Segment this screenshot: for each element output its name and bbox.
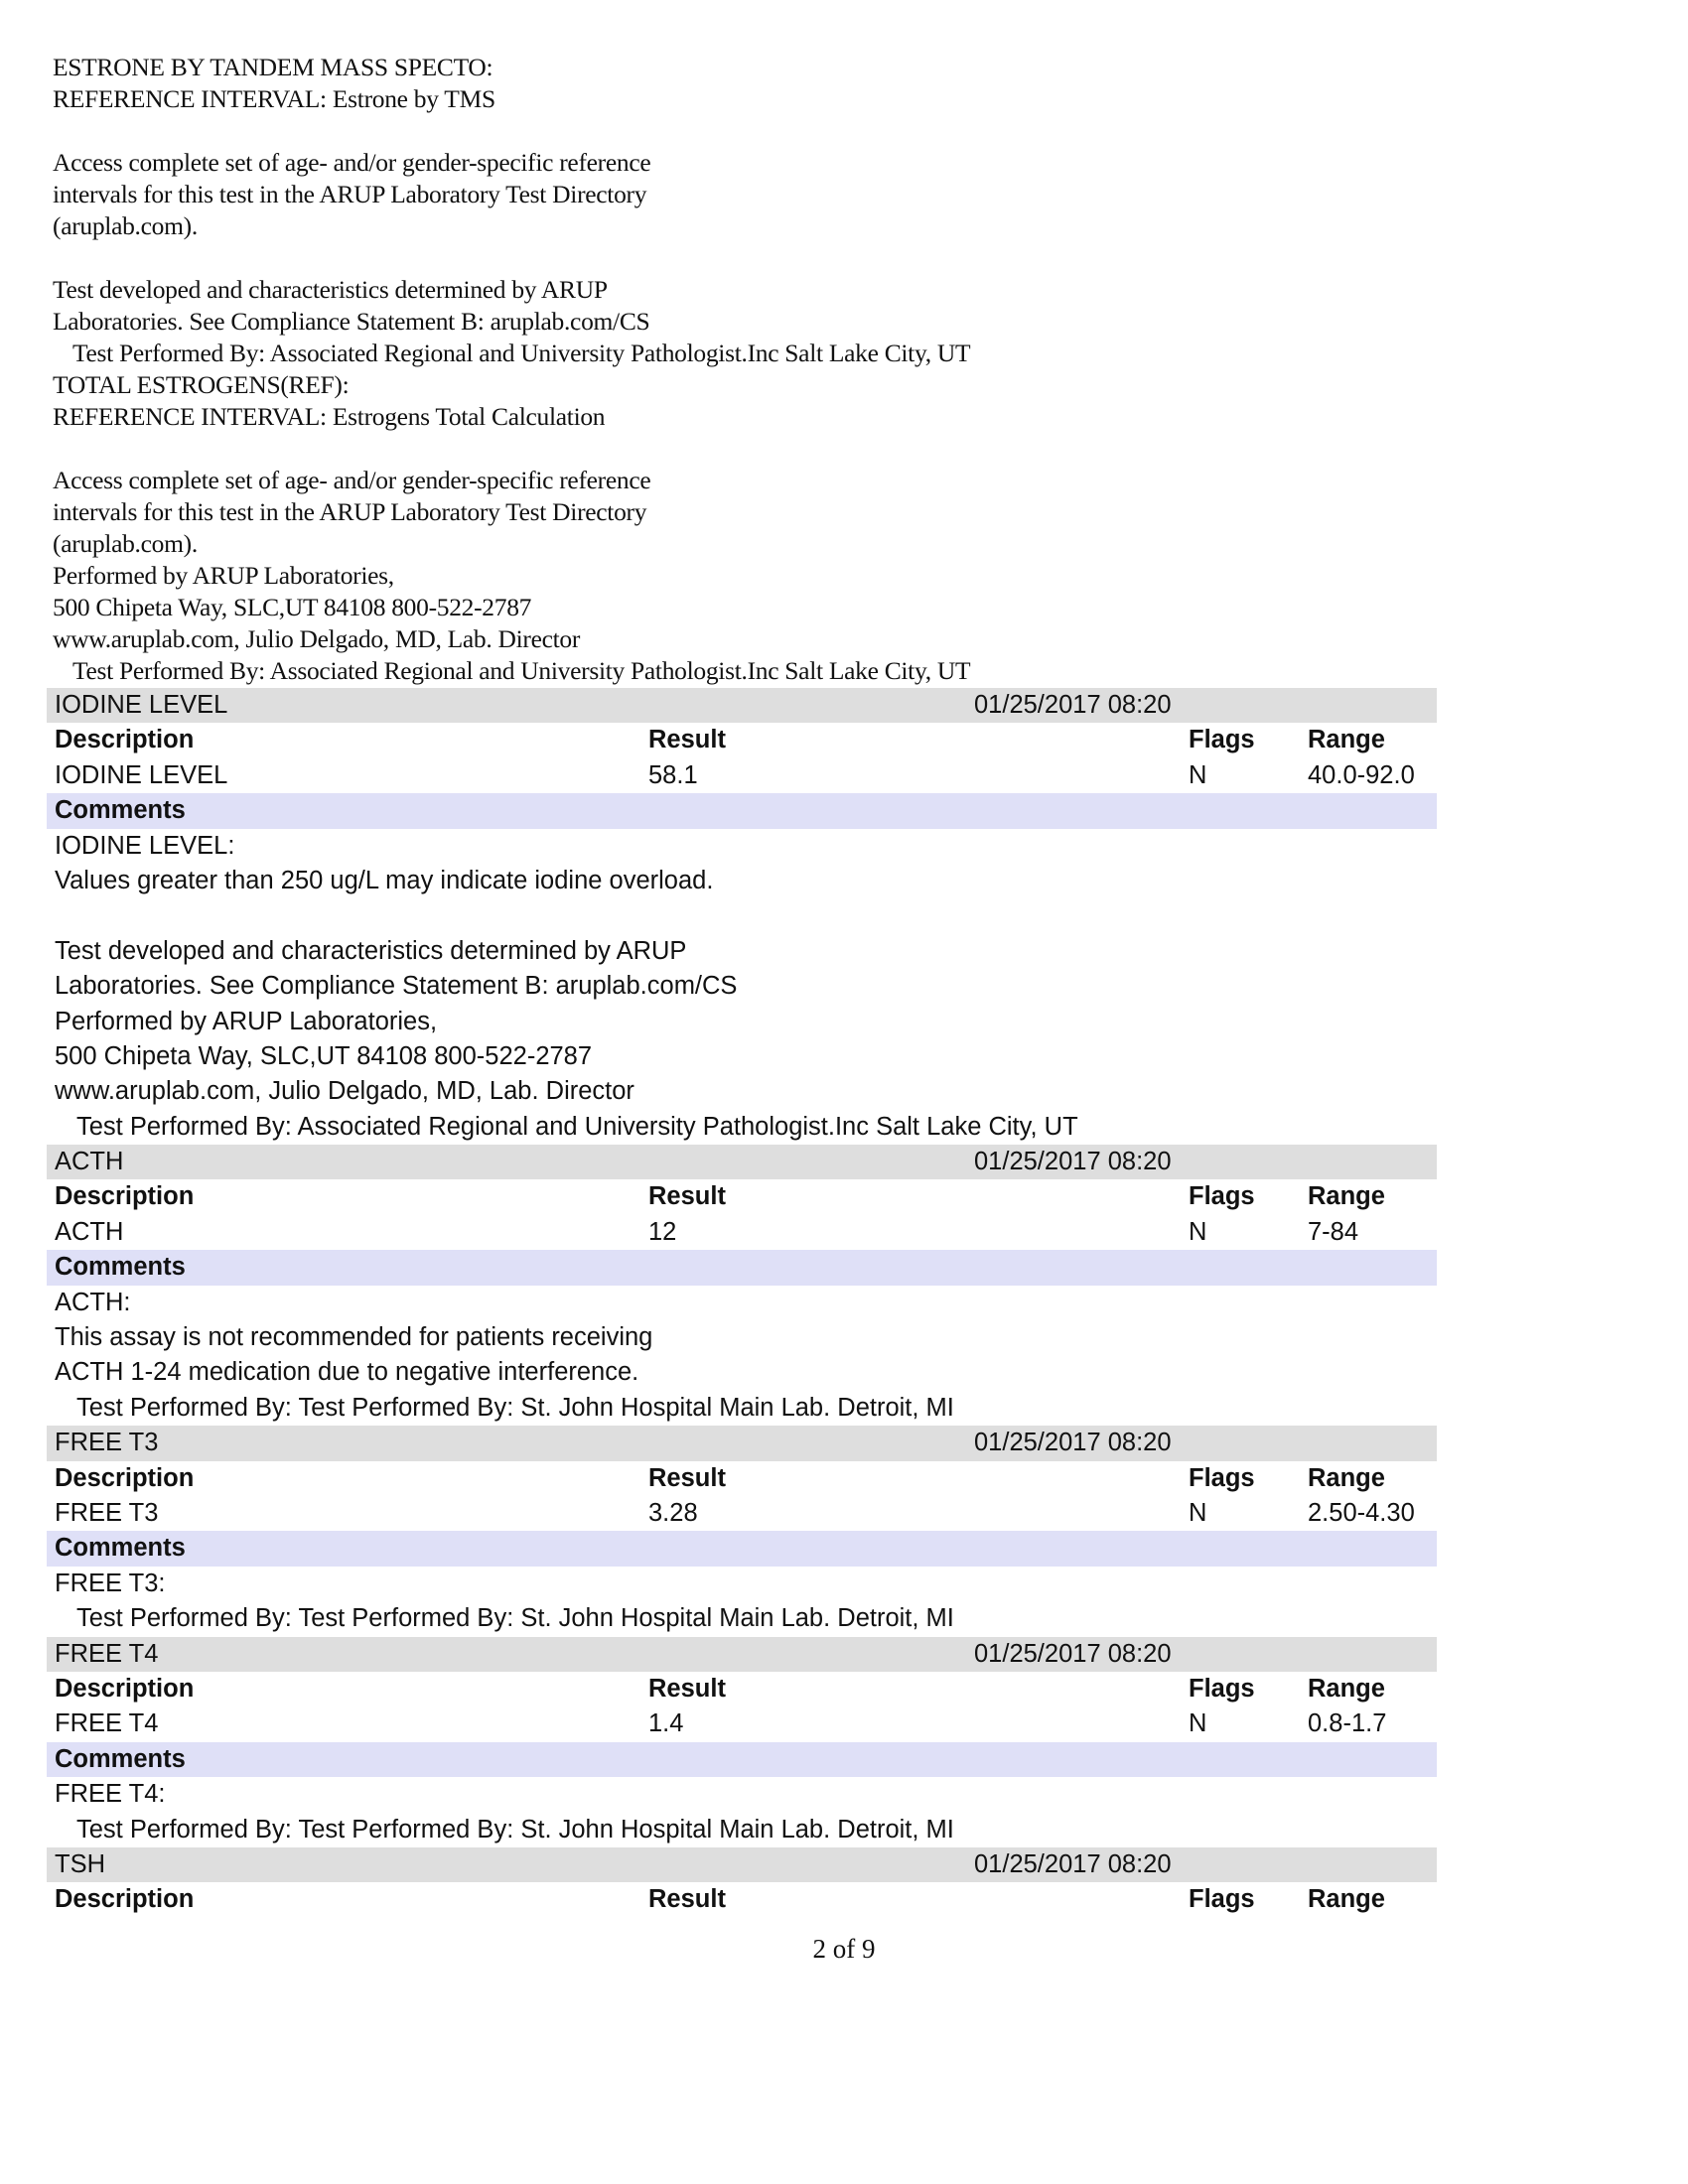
column-headers bbox=[47, 1672, 1437, 1706]
result-row bbox=[47, 758, 1437, 793]
test-header-iodine bbox=[47, 688, 1437, 723]
col-description: Description bbox=[55, 1182, 195, 1211]
page-number: 2 of 9 bbox=[812, 1934, 876, 1964]
comments-header: Comments bbox=[47, 1742, 1437, 1777]
test-datetime: 01/25/2017 08:20 bbox=[974, 1429, 1172, 1457]
note-line: REFERENCE INTERVAL: Estrogens Total Calculation bbox=[53, 402, 606, 431]
note-line: Access complete set of age- and/or gender-specific reference bbox=[53, 148, 651, 177]
col-flags: Flags bbox=[1189, 1885, 1255, 1914]
note-line: ESTRONE BY TANDEM MASS SPECTO: bbox=[53, 53, 493, 81]
test-header-free-t4 bbox=[47, 1637, 1437, 1672]
col-flags: Flags bbox=[1189, 1182, 1255, 1211]
comments-header: Comments bbox=[47, 1531, 1437, 1566]
performed-by-line: Test Performed By: Associated Regional and University Pathologist.Inc Salt Lake City, UT bbox=[76, 1112, 1078, 1141]
note-line: Test developed and characteristics determined by ARUP bbox=[53, 275, 608, 304]
comment-line: Performed by ARUP Laboratories, bbox=[55, 1007, 438, 1035]
col-result: Result bbox=[648, 1674, 726, 1703]
test-datetime: 01/25/2017 08:20 bbox=[974, 1849, 1172, 1878]
result-flag: N bbox=[1189, 1709, 1207, 1738]
col-result: Result bbox=[648, 1463, 726, 1492]
col-flags: Flags bbox=[1189, 1674, 1255, 1703]
column-headers bbox=[47, 1461, 1437, 1496]
test-datetime: 01/25/2017 08:20 bbox=[974, 1148, 1172, 1176]
comments-header: Comments bbox=[47, 1250, 1437, 1285]
result-flag: N bbox=[1189, 1498, 1207, 1527]
result-description: ACTH bbox=[55, 1217, 124, 1246]
performed-by-line: Test Performed By: Associated Regional and University Pathologist.Inc Salt Lake City, UT bbox=[72, 339, 971, 367]
result-value: 3.28 bbox=[648, 1498, 698, 1527]
test-header-tsh bbox=[47, 1847, 1437, 1882]
result-range: 2.50-4.30 bbox=[1308, 1498, 1415, 1527]
col-range: Range bbox=[1308, 1182, 1385, 1211]
comment-line: IODINE LEVEL: bbox=[55, 831, 235, 860]
result-row bbox=[47, 1496, 1437, 1531]
test-name: FREE T4 bbox=[55, 1639, 159, 1668]
blank-line bbox=[53, 433, 1244, 465]
column-headers bbox=[47, 1882, 1437, 1917]
col-flags: Flags bbox=[1189, 1463, 1255, 1492]
test-name: IODINE LEVEL bbox=[55, 691, 228, 719]
result-row bbox=[47, 1706, 1437, 1741]
comment-line: ACTH 1-24 medication due to negative interference. bbox=[55, 1358, 639, 1387]
note-line: (aruplab.com). bbox=[53, 529, 198, 558]
result-description: FREE T4 bbox=[55, 1709, 159, 1738]
test-datetime: 01/25/2017 08:20 bbox=[974, 691, 1172, 719]
test-header-free-t3 bbox=[47, 1426, 1437, 1460]
result-value: 58.1 bbox=[648, 760, 698, 789]
result-value: 1.4 bbox=[648, 1709, 684, 1738]
comment-line: FREE T3: bbox=[55, 1569, 166, 1597]
col-description: Description bbox=[55, 1885, 195, 1914]
result-range: 40.0-92.0 bbox=[1308, 760, 1415, 789]
column-headers bbox=[47, 1179, 1437, 1214]
comment-line: Test developed and characteristics determined by ARUP bbox=[55, 936, 687, 965]
column-headers bbox=[47, 723, 1437, 757]
col-range: Range bbox=[1308, 726, 1385, 754]
comment-line: Laboratories. See Compliance Statement B: aruplab.com/CS bbox=[55, 972, 738, 1001]
comments-header: Comments bbox=[47, 793, 1437, 828]
blank-line bbox=[53, 115, 1244, 147]
comment-line: 500 Chipeta Way, SLC,UT 84108 800-522-2787 bbox=[55, 1041, 593, 1070]
result-row bbox=[47, 1215, 1437, 1250]
note-line: Access complete set of age- and/or gender-specific reference bbox=[53, 466, 651, 494]
col-flags: Flags bbox=[1189, 726, 1255, 754]
performed-by-line: Test Performed By: Test Performed By: St. John Hospital Main Lab. Detroit, MI bbox=[76, 1815, 954, 1843]
test-name: TSH bbox=[55, 1849, 105, 1878]
col-description: Description bbox=[55, 1463, 195, 1492]
result-flag: N bbox=[1189, 1217, 1207, 1246]
col-range: Range bbox=[1308, 1885, 1385, 1914]
note-line: REFERENCE INTERVAL: Estrone by TMS bbox=[53, 84, 495, 113]
note-line: intervals for this test in the ARUP Laboratory Test Directory bbox=[53, 497, 647, 526]
test-datetime: 01/25/2017 08:20 bbox=[974, 1639, 1172, 1668]
comment-line: This assay is not recommended for patients receiving bbox=[55, 1323, 653, 1352]
note-line: 500 Chipeta Way, SLC,UT 84108 800-522-2787 bbox=[53, 593, 532, 621]
comment-line: FREE T4: bbox=[55, 1780, 166, 1809]
result-description: FREE T3 bbox=[55, 1498, 159, 1527]
col-description: Description bbox=[55, 726, 195, 754]
col-description: Description bbox=[55, 1674, 195, 1703]
note-line: intervals for this test in the ARUP Laboratory Test Directory bbox=[53, 180, 647, 208]
blank-line bbox=[47, 898, 1437, 933]
performed-by-line: Test Performed By: Test Performed By: St. John Hospital Main Lab. Detroit, MI bbox=[76, 1604, 954, 1633]
estrogen-notes bbox=[53, 52, 1244, 687]
note-line: Performed by ARUP Laboratories, bbox=[53, 561, 394, 590]
comment-line: www.aruplab.com, Julio Delgado, MD, Lab. Director bbox=[55, 1077, 634, 1106]
col-range: Range bbox=[1308, 1463, 1385, 1492]
result-description: IODINE LEVEL bbox=[55, 760, 228, 789]
result-flag: N bbox=[1189, 760, 1207, 789]
test-header-acth bbox=[47, 1145, 1437, 1179]
test-name: ACTH bbox=[55, 1148, 124, 1176]
col-result: Result bbox=[648, 1885, 726, 1914]
comment-line: ACTH: bbox=[55, 1288, 131, 1316]
note-line: Laboratories. See Compliance Statement B: aruplab.com/CS bbox=[53, 307, 650, 336]
col-range: Range bbox=[1308, 1674, 1385, 1703]
performed-by-line: Test Performed By: Test Performed By: St. John Hospital Main Lab. Detroit, MI bbox=[76, 1393, 954, 1422]
result-value: 12 bbox=[648, 1217, 677, 1246]
col-result: Result bbox=[648, 726, 726, 754]
results-section bbox=[47, 688, 1437, 1918]
note-line: www.aruplab.com, Julio Delgado, MD, Lab. Director bbox=[53, 624, 581, 653]
comment-line: Values greater than 250 ug/L may indicate iodine overload. bbox=[55, 866, 714, 894]
note-line: (aruplab.com). bbox=[53, 211, 198, 240]
note-line: TOTAL ESTROGENS(REF): bbox=[53, 370, 350, 399]
test-name: FREE T3 bbox=[55, 1429, 159, 1457]
blank-line bbox=[53, 242, 1244, 274]
result-range: 0.8-1.7 bbox=[1308, 1709, 1387, 1738]
result-range: 7-84 bbox=[1308, 1217, 1359, 1246]
col-result: Result bbox=[648, 1182, 726, 1211]
performed-by-line: Test Performed By: Associated Regional and University Pathologist.Inc Salt Lake City, UT bbox=[72, 656, 971, 685]
